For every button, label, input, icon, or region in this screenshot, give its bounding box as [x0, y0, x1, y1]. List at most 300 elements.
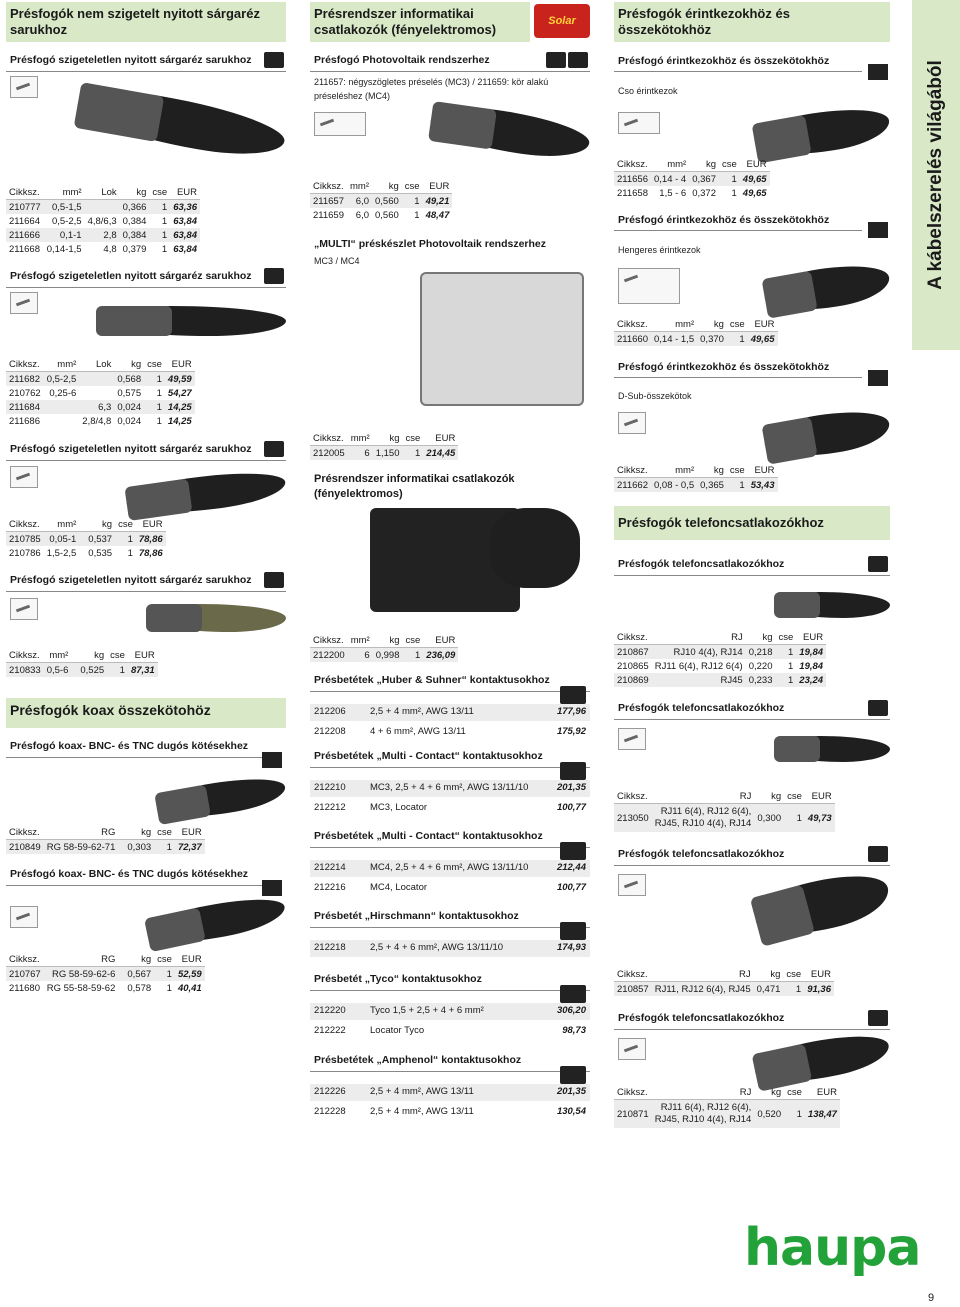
table-cell: RG 58-59-62-6: [44, 967, 119, 982]
table-cell: 1: [402, 648, 423, 663]
table-row: [310, 194, 452, 209]
table-cell: 0,560: [375, 209, 399, 221]
jaw-icon: [264, 268, 284, 284]
table-cell: 0,08 - 0,5: [651, 478, 697, 493]
product-table: Cikksz. RG kg cse EUR 210849 RG 58-59-62-71 0,303 1 72,37: [6, 826, 205, 854]
table-cell: 0,1-1: [44, 228, 85, 242]
die-cell: MC3, Locator: [370, 802, 428, 813]
die-cell: 212,44: [556, 862, 586, 873]
table-cell: 0,024: [114, 400, 144, 414]
table-row: [614, 645, 826, 660]
die-title: Présbetétek „Huber & Suhner“ kontaktusokhoz: [314, 674, 550, 686]
table-row: [6, 981, 205, 995]
table-cell: 1,5 - 6: [659, 187, 687, 199]
table-cell: 211668: [9, 243, 40, 255]
table-cell: 210857: [614, 982, 652, 997]
table-cell: 0,365: [697, 478, 727, 493]
table-cell: 1: [107, 663, 128, 678]
table-cell: 19,84: [799, 660, 824, 672]
table-cell: [79, 372, 114, 387]
subsection-description: Cso érintkezok: [618, 86, 678, 96]
table-row: [310, 208, 452, 222]
table-cell: 0,14-1,5: [46, 243, 82, 255]
table-cell: 0,5-2,5: [52, 215, 82, 227]
terminal-thumbnail: [10, 466, 38, 488]
table-cell: 2,8: [85, 228, 120, 242]
terminal-thumbnail: [10, 598, 38, 620]
die-cell: 212208: [314, 726, 346, 737]
table-cell: 1: [144, 400, 165, 414]
die-cell: 201,35: [556, 1086, 586, 1097]
die-cell: 2,5 + 4 mm², AWG 13/11: [370, 1086, 474, 1097]
table-cell: RG 55-58-59-62: [46, 982, 116, 994]
table-cell: 1: [115, 532, 136, 547]
crimp-tool-image: [144, 890, 288, 952]
table-cell: 214,45: [423, 446, 458, 461]
contact-thumbnail: [618, 412, 646, 434]
die-header: [310, 672, 590, 692]
subsection-description: MC3 / MC4: [314, 256, 360, 266]
hex-jaw-icon: [868, 370, 888, 386]
die-row: [310, 860, 590, 877]
subsection-header: [614, 846, 890, 866]
table-row: [6, 840, 205, 855]
subsection-title: Présfogó szigeteletlen nyitott sárgaréz sarukhoz: [10, 443, 252, 455]
hex-jaw-icon: [868, 64, 888, 80]
table-cell: 1: [775, 673, 796, 687]
table-cell: 212005: [310, 446, 348, 461]
table-row: [310, 446, 458, 461]
table-row: 213050 RJ11 6(4), RJ12 6(4), RJ45, RJ10 4(4), RJ14 0,300 1 49,73: [614, 804, 835, 833]
table-row: [614, 172, 770, 187]
table-cell: 211682: [6, 372, 44, 387]
die-cell: MC4, 2,5 + 4 + 6 mm², AWG 13/11/10: [370, 862, 529, 873]
table-cell: 53,43: [748, 478, 778, 493]
table-cell: 63,36: [170, 200, 200, 215]
subsection-header: [614, 700, 890, 720]
table-row: [614, 673, 826, 687]
table-cell: 211662: [614, 478, 651, 493]
subsection-header: [6, 738, 264, 758]
product-table: Cikksz. RJ kg cse EUR 210871 RJ11 6(4), RJ12 6(4), RJ45, RJ10 4(4), RJ14 0,520 1 138,47: [614, 1086, 840, 1128]
die-cell: 100,77: [556, 882, 586, 893]
table-row: [6, 532, 166, 547]
table-cell: 0,14 - 4: [651, 172, 689, 187]
table-cell: 48,47: [425, 209, 450, 221]
table-cell: 0,384: [122, 215, 147, 227]
table-cell: 54,27: [167, 387, 192, 399]
table-row: [614, 478, 778, 493]
die-cell: 2,5 + 4 mm², AWG 13/11: [370, 1106, 474, 1117]
table-row: [6, 242, 200, 256]
subsection-title: Présfogók telefoncsatlakozókhoz: [618, 558, 785, 570]
table-cell: 78,86: [138, 547, 163, 559]
page-number: 9: [928, 1292, 935, 1304]
product-table: Cikksz. mm² kg cse EUR 210833 0,5-6 0,525 1 87,31: [6, 649, 158, 677]
table-cell: 0,5-2,5: [44, 372, 80, 387]
table-row: 210871 RJ11 6(4), RJ12 6(4), RJ45, RJ10 4(4), RJ14 0,520 1 138,47: [614, 1100, 840, 1129]
die-cell: Locator Tyco: [370, 1025, 425, 1036]
product-table: Cikksz. mm² kg cse EUR 211662 0,08 - 0,5 0,365 1 53,43: [614, 464, 778, 492]
table-cell: 6,3: [79, 400, 114, 414]
table-cell: [44, 414, 80, 428]
die-cell: 212216: [314, 882, 346, 893]
die-cell: 175,92: [556, 726, 586, 737]
die-row: [310, 780, 590, 797]
table-row: [6, 400, 195, 414]
table-cell: 91,36: [804, 982, 834, 997]
table-cell: 1: [727, 478, 748, 493]
table-cell: 4,8: [103, 243, 117, 255]
table-cell: 210767: [6, 967, 44, 982]
table-cell: 0,05-1: [44, 532, 80, 547]
die-icon: [560, 762, 586, 780]
crimp-tool-image: [124, 465, 287, 521]
table-cell: 211686: [9, 415, 40, 427]
subsection-header: [6, 441, 286, 461]
table-cell: 6: [348, 648, 373, 663]
die-icon: [560, 842, 586, 860]
die-cell: 130,54: [556, 1106, 586, 1117]
subsection-title: Présfogók telefoncsatlakozókhoz: [618, 1012, 785, 1024]
table-cell: 211659: [313, 209, 344, 221]
die-icon: [560, 686, 586, 704]
die-row: [310, 940, 590, 957]
rj-plug-thumbnail: [618, 874, 646, 896]
die-cell: 201,35: [556, 782, 586, 793]
table-cell: RG 58-59-62-71: [44, 840, 119, 855]
table-cell: 0,578: [127, 982, 152, 994]
crimp-tool-image: [761, 403, 892, 464]
table-cell: 4,8/6,3: [87, 215, 117, 227]
subsection-header: [614, 358, 862, 378]
rj-jaw-icon: [868, 1010, 888, 1026]
subsection-title: Présrendszer informatikai csatlakozók (fényelektromos): [314, 473, 515, 500]
table-cell: RJ11, RJ12 6(4), RJ45: [652, 982, 754, 997]
die-title: Présbetétek „Multi - Contact“ kontaktusokhoz: [314, 750, 543, 762]
die-cell: 2,5 + 4 + 6 mm², AWG 13/11/10: [370, 942, 504, 953]
die-header: [310, 971, 590, 991]
table-cell: 2,8/4,8: [82, 415, 112, 427]
tool-case-image: [420, 272, 584, 406]
table-cell: 0,370: [697, 332, 727, 347]
table-cell: 63,84: [173, 243, 197, 255]
table-row: [6, 228, 200, 242]
table-cell: 52,59: [175, 967, 205, 982]
table-cell: 0,471: [754, 982, 784, 997]
hex-jaw-icon: [262, 880, 282, 896]
table-cell: 211658: [617, 187, 648, 199]
die-cell: 306,20: [556, 1005, 586, 1016]
section-title-coax: Présfogók koax összekötohöz: [6, 698, 286, 728]
table-cell: 1: [149, 228, 170, 242]
table-cell: 49,65: [742, 187, 767, 199]
table-cell: 6,0: [347, 194, 372, 209]
die-icon: [560, 985, 586, 1003]
table-cell: 210785: [6, 532, 44, 547]
rj-jaw-icon: [868, 700, 888, 716]
table-cell: 49,65: [748, 332, 778, 347]
table-cell: 1: [731, 187, 737, 199]
subsection-title: Présfogó koax- BNC- és TNC dugós kötésekhez: [10, 868, 249, 880]
press-tool-image: [490, 508, 580, 588]
die-cell: 212212: [314, 802, 346, 813]
jaw-icon: [264, 52, 284, 68]
die-row: [310, 1003, 590, 1020]
product-table: Cikksz. mm² kg cse EUR 210785 0,05-1 0,537 1 78,86 210786 1,5-2,5 0,535 1 78,86: [6, 518, 166, 560]
table-cell: 19,84: [796, 645, 826, 660]
rj-jaw-icon: [868, 556, 888, 572]
table-cell: 6: [348, 446, 373, 461]
table-cell: 0,535: [88, 547, 113, 559]
crimp-tool-image: [154, 771, 288, 825]
table-cell: 210786: [9, 547, 41, 559]
subsection-title: „MULTI“ préskészlet Photovoltaik rendszerhez: [314, 238, 547, 250]
table-cell: 49,59: [165, 372, 195, 387]
table-cell: 210865: [617, 660, 649, 672]
table-row: [310, 648, 458, 663]
die-header: [310, 748, 590, 768]
table-row: [6, 967, 205, 982]
table-cell: RJ11 6(4), RJ12 6(4): [654, 660, 743, 672]
die-cell: MC4, Locator: [370, 882, 428, 893]
table-row: [6, 663, 158, 678]
table-cell: 0,537: [85, 532, 115, 547]
rj-plug-thumbnail: [618, 728, 646, 750]
product-table: Cikksz. mm² Lok kg cse EUR 210777 0,5-1,5 0,366 1 63,36 211664 0,5-2,5 4,8/6,3 0,384 1 63,84 211666 0,1-1 2,8 0,384 1 63,84 211668 0,14-1,5 4,8 0,379 1 63,84: [6, 186, 200, 256]
subsection-description: 211657: négyszögletes préselés (MC3) / 211659: kör alakú préseléshez (MC4): [314, 77, 549, 101]
die-cell: 212214: [314, 862, 346, 873]
rj-plug-thumbnail: [618, 1038, 646, 1060]
table-cell: 1: [161, 243, 168, 255]
connector-thumbnail: [10, 906, 38, 928]
table-cell: 1: [402, 446, 423, 461]
table-cell: 63,84: [170, 228, 200, 242]
table-cell: 0,379: [122, 243, 147, 255]
crimp-tool-image: [774, 592, 890, 618]
table-cell: 211664: [9, 215, 40, 227]
table-cell: 210833: [6, 663, 44, 678]
jaw-icon: [546, 52, 566, 68]
table-cell: 1: [719, 172, 740, 187]
table-cell: 1: [144, 372, 165, 387]
table-cell: 14,25: [165, 400, 195, 414]
die-row: [310, 724, 590, 741]
product-table: Cikksz. RJ kg cse EUR 210867 RJ10 4(4), RJ14 0,218 1 19,84 210865 RJ11 6(4), RJ12 6(4) 0,220 1 19,84 210869 RJ45 0,233 1 23,24: [614, 631, 826, 687]
table-cell: 0,220: [748, 660, 773, 672]
die-cell: 212228: [314, 1106, 346, 1117]
subsection-header: [614, 1010, 890, 1030]
hex-jaw-icon: [568, 52, 588, 68]
table-cell: 1: [156, 387, 162, 399]
table-row: [614, 186, 770, 200]
table-cell: 78,86: [136, 532, 166, 547]
table-cell: 1: [154, 967, 175, 982]
table-cell: [79, 386, 114, 400]
table-cell: 211657: [310, 194, 347, 209]
table-cell: 49,65: [740, 172, 770, 187]
crimp-tool-image: [750, 863, 894, 946]
die-row: [310, 1084, 590, 1101]
table-cell: 212200: [310, 648, 348, 663]
table-cell: 210777: [6, 200, 44, 215]
table-cell: 1: [156, 415, 162, 427]
table-cell: 1: [787, 660, 794, 672]
die-header: [310, 1052, 590, 1072]
product-table: Cikksz. mm² Lok kg cse EUR 211682 0,5-2,5 0,568 1 49,59 210762 0,25-6 0,575 1 54,27 211684 6,3 0,024 1 14,25 211686 2,8/4,8 0,024 1 14,25: [6, 358, 195, 428]
product-table: Cikksz. mm² kg cse EUR 212200 6 0,998 1 236,09: [310, 634, 458, 662]
subsection-description: D-Sub-összekötok: [618, 391, 692, 401]
terminal-thumbnail: [10, 76, 38, 98]
table-cell: 40,41: [177, 982, 202, 994]
subsection-title: Présfogók telefoncsatlakozókhoz: [618, 848, 785, 860]
subsection-header: [614, 211, 862, 231]
subsection-header: [614, 556, 890, 576]
subsection-header: [6, 268, 286, 288]
die-cell: Tyco 1,5 + 2,5 + 4 + 6 mm²: [370, 1005, 484, 1016]
subsection-header: [6, 866, 264, 886]
product-table: Cikksz. mm² kg cse EUR 212005 6 1,150 1 214,45: [310, 432, 458, 460]
table-cell: 0,024: [117, 415, 142, 427]
table-cell: 211680: [9, 982, 40, 994]
table-cell: 0,575: [117, 387, 142, 399]
table-cell: 236,09: [423, 648, 458, 663]
die-cell: 212226: [314, 1086, 346, 1097]
die-row: [310, 800, 590, 817]
table-cell: 1: [414, 209, 420, 221]
table-cell: 1: [127, 547, 133, 559]
table-cell: 1: [149, 200, 170, 215]
die-title: Présbetétek „Multi - Contact“ kontaktusokhoz: [314, 830, 543, 842]
table-cell: 210869: [614, 673, 652, 687]
die-row: [310, 704, 590, 721]
die-cell: 100,77: [556, 802, 586, 813]
table-cell: 0,5-1,5: [44, 200, 85, 215]
table-cell: 0,5-6: [44, 663, 72, 678]
die-title: Présbetétek „Amphenol“ kontaktusokhoz: [314, 1054, 522, 1066]
subsection-title: Présfogók telefoncsatlakozókhoz: [618, 702, 785, 714]
table-cell: 1: [166, 982, 172, 994]
table-cell: 14,25: [167, 415, 192, 427]
table-cell: 211660: [614, 332, 651, 347]
section-title-solar: Présrendszer informatikai csatlakozók (fényelektromos): [310, 2, 530, 42]
table-cell: 23,24: [796, 673, 826, 687]
jaw-icon: [264, 441, 284, 457]
table-cell: 0,366: [120, 200, 150, 215]
table-cell: 1: [161, 215, 168, 227]
mc-connector-thumbnail: [314, 112, 366, 136]
die-cell: 212218: [314, 942, 346, 953]
subsection-header: [614, 52, 862, 72]
crimp-tool-image: [428, 101, 592, 163]
table-cell: 211666: [6, 228, 44, 242]
die-cell: 174,93: [556, 942, 586, 953]
table-cell: 0,233: [746, 673, 776, 687]
crimp-tool-image: [752, 100, 893, 163]
crimp-tool-image: [774, 736, 890, 762]
table-cell: 1: [402, 194, 423, 209]
table-cell: 0,384: [120, 228, 150, 242]
section-title-contacts: Présfogók érintkezokhöz és összekötokhöz: [614, 2, 890, 42]
table-row: [6, 414, 195, 428]
die-title: Présbetét „Hirschmann“ kontaktusokhoz: [314, 910, 519, 922]
die-cell: MC3, 2,5 + 4 + 6 mm², AWG 13/11/10: [370, 782, 529, 793]
table-cell: 210762: [9, 387, 41, 399]
table-cell: 49,21: [423, 194, 453, 209]
subsection-title: Présfogó érintkezokhöz és összekötokhöz: [618, 214, 830, 226]
table-row: [6, 546, 166, 560]
table-cell: 210849: [6, 840, 44, 855]
table-row: [614, 982, 834, 997]
product-table: Cikksz. mm² kg cse EUR 211657 6,0 0,560 1 49,21 211659 6,0 0,560 1 48,47: [310, 180, 452, 222]
crimp-tool-image: [96, 306, 286, 336]
table-row: [6, 386, 195, 400]
die-cell: 212222: [314, 1025, 346, 1036]
table-cell: 0,367: [689, 172, 719, 187]
table-cell: 0,568: [114, 372, 144, 387]
table-cell: 72,37: [175, 840, 205, 855]
subsection-header: [310, 52, 590, 72]
die-cell: 212206: [314, 706, 346, 717]
table-cell: 0,560: [372, 194, 402, 209]
table-cell: 87,31: [128, 663, 158, 678]
table-cell: [85, 200, 120, 215]
table-cell: 0,14 - 1,5: [651, 332, 697, 347]
crimp-tool-image: [146, 604, 286, 632]
die-title: Présbetét „Tyco“ kontaktusokhoz: [314, 973, 482, 985]
table-cell: 0,998: [373, 648, 403, 663]
solar-badge: Solar: [534, 4, 590, 38]
contact-thumbnail: [618, 268, 680, 304]
die-cell: 98,73: [562, 1025, 586, 1036]
table-row: [6, 214, 200, 228]
jaw-icon: [264, 572, 284, 588]
side-banner: [912, 0, 960, 350]
table-cell: 0,567: [124, 967, 154, 982]
die-cell: 4 + 6 mm², AWG 13/11: [370, 726, 466, 737]
subsection-title: Présfogó érintkezokhöz és összekötokhöz: [618, 55, 830, 67]
terminal-thumbnail: [10, 292, 38, 314]
table-cell: 1: [154, 840, 175, 855]
rj-jaw-icon: [868, 846, 888, 862]
die-row: [310, 1023, 590, 1040]
table-cell: 0,303: [124, 840, 154, 855]
table-row: [6, 200, 200, 215]
subsection-title: Présfogó koax- BNC- és TNC dugós kötésekhez: [10, 740, 249, 752]
table-cell: 1: [727, 332, 748, 347]
product-table: Cikksz. RJ kg cse EUR 210857 RJ11, RJ12 6(4), RJ45 0,471 1 91,36: [614, 968, 834, 996]
subsection-description: Hengeres érintkezok: [618, 245, 701, 255]
table-cell: 0,25-6: [49, 387, 77, 399]
die-cell: 177,96: [556, 706, 586, 717]
table-cell: 1: [775, 645, 796, 660]
die-cell: 212210: [314, 782, 346, 793]
table-row: [614, 332, 778, 347]
table-row: [6, 372, 195, 387]
die-row: [310, 1104, 590, 1121]
table-cell: 1,5-2,5: [46, 547, 77, 559]
table-row: [614, 659, 826, 673]
hex-jaw-icon: [262, 752, 282, 768]
product-table: Cikksz. mm² kg cse EUR 211656 0,14 - 4 0,367 1 49,65 211658 1,5 - 6 0,372 1 49,65: [614, 158, 770, 200]
product-table: Cikksz. RJ kg cse EUR 213050 RJ11 6(4), RJ12 6(4), RJ45, RJ10 4(4), RJ14 0,300 1 49,73: [614, 790, 835, 832]
die-header: [310, 908, 590, 928]
die-cell: 212220: [314, 1005, 346, 1016]
subsection-title: Présfogó szigeteletlen nyitott sárgaréz sarukhoz: [10, 270, 252, 282]
section-title-telephone: Présfogók telefoncsatlakozókhoz: [614, 506, 890, 540]
subsection-title: Présfogó érintkezokhöz és összekötokhöz: [618, 361, 830, 373]
subsection-header: [6, 572, 286, 592]
